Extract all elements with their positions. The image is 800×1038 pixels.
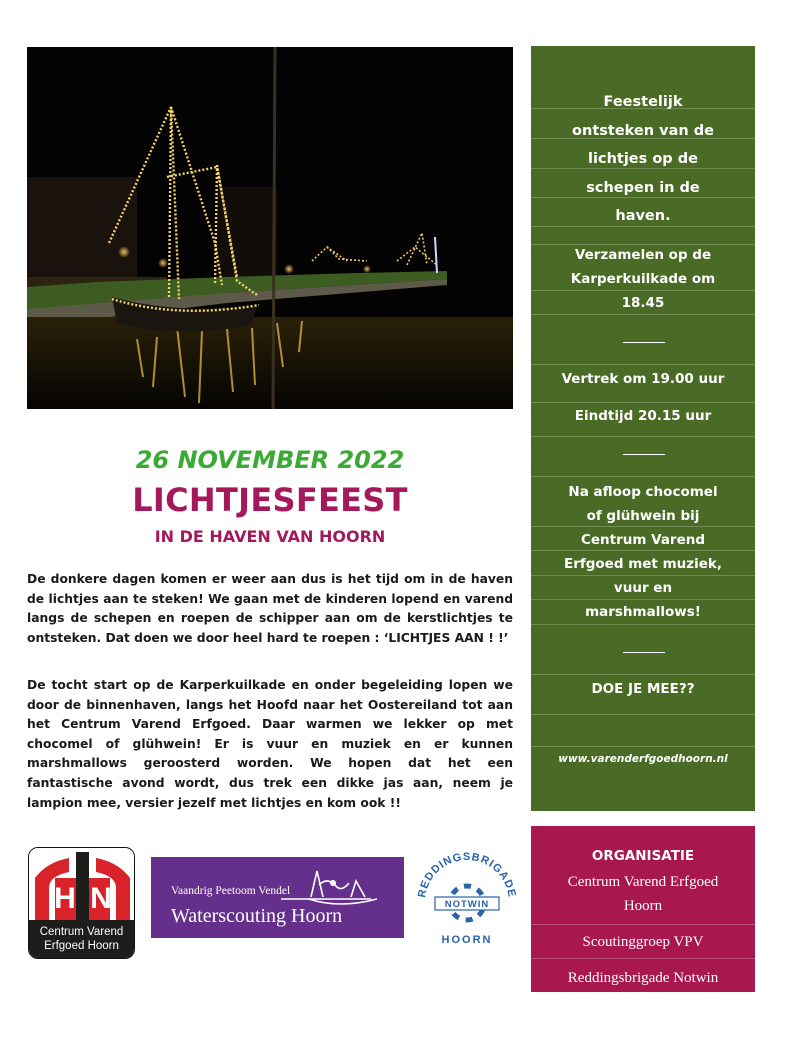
divider xyxy=(623,454,665,455)
org-scoutinggroep: Scoutinggroep VPV xyxy=(582,934,704,950)
rb-center-text: NOTWIN xyxy=(444,899,490,910)
waterscouting-subtitle: Vaandrig Peetoom Vendel xyxy=(171,885,291,897)
organisation-heading: ORGANISATIE xyxy=(591,848,695,864)
panel-headline xyxy=(531,88,755,231)
organisation-panel xyxy=(531,826,755,992)
centrum-varend-erfgoed-logo xyxy=(28,847,135,959)
website-link[interactable]: www.varenderfgoedhoorn.nl xyxy=(558,753,728,765)
hn-caption-line: Centrum Varend xyxy=(39,926,124,938)
hn-letter-n: N xyxy=(90,882,112,915)
event-date: 26 NOVEMBER 2022 xyxy=(135,446,405,474)
panel-headline-line: haven. xyxy=(615,208,671,224)
after-line: of glühwein bij xyxy=(586,508,700,524)
panel-headline-line: ontsteken van de xyxy=(572,122,714,139)
call-to-action: DOE JE MEE?? xyxy=(591,681,695,697)
hn-caption-line: Erfgoed Hoorn xyxy=(44,940,119,952)
org-centrum-varend-erfgoed xyxy=(531,870,755,918)
divider xyxy=(623,342,665,343)
waterscouting-hoorn-logo xyxy=(151,857,404,938)
departure-time: Vertrek om 19.00 uur xyxy=(561,371,725,387)
after-line: Erfgoed met muziek, xyxy=(563,556,722,572)
waterscouting-title: Waterscouting Hoorn xyxy=(171,905,343,927)
gather-info xyxy=(531,243,755,315)
event-info-panel xyxy=(531,46,755,811)
event-title: LICHTJESFEEST xyxy=(132,481,408,519)
details-paragraph: De tocht start op de Karperkuilkade en onder begeleiding lopen we door de binnenhaven, langs het Hoofd naar het Oostereiland tot aan het Centrum Varend Erfgoed. Daar warmen we lekker op met chocomel of glühwein! Er is vuur en muziek en er kunnen marshmallows geroosterd worden. We hopen dat het een fantastische avond wordt, dus trek een dikke jas aan, neem je lampion mee, versier jezelf met lichtjes en kom ook !! xyxy=(27,678,513,810)
panel-headline-line: schepen in de xyxy=(586,179,700,196)
end-time: Eindtijd 20.15 uur xyxy=(574,408,712,424)
event-subtitle: IN DE HAVEN VAN HOORN xyxy=(154,527,386,546)
after-line: vuur en xyxy=(613,580,673,596)
org-line: Centrum Varend Erfgoed xyxy=(567,874,719,890)
gather-line: Verzamelen op de xyxy=(574,247,712,263)
after-info xyxy=(531,480,755,624)
gather-line: 18.45 xyxy=(621,295,665,311)
panel-headline-line: Feestelijk xyxy=(603,94,683,110)
org-reddingsbrigade: Reddingsbrigade Notwin xyxy=(567,970,719,986)
hn-logo-caption xyxy=(29,920,134,959)
reddingsbrigade-logo xyxy=(411,842,523,954)
gather-line: Karperkuilkade om xyxy=(570,271,716,287)
divider xyxy=(623,652,665,653)
intro-paragraph: De donkere dagen komen er weer aan dus is het tijd om in de haven de lichtjes aan te steken! We gaan met de kinderen lopend en varend langs de schepen en roepen de schipper aan om de kerstlichtjes te ontsteken. Dat doen we door heel hard te roepen : ‘LICHTJES AAN ! !’ xyxy=(27,572,513,645)
org-line: Hoorn xyxy=(623,898,663,914)
after-line: Centrum Varend xyxy=(580,532,706,548)
panel-headline-line: lichtjes op de xyxy=(588,151,698,167)
after-line: marshmallows! xyxy=(585,604,701,620)
after-line: Na afloop chocomel xyxy=(568,484,718,500)
harbour-night-photo xyxy=(27,47,513,409)
hn-letter-h: H xyxy=(54,882,76,915)
rb-bottom-text: HOORN xyxy=(441,934,493,946)
rb-top-text: REDDINGSBRIGADE xyxy=(416,851,518,899)
